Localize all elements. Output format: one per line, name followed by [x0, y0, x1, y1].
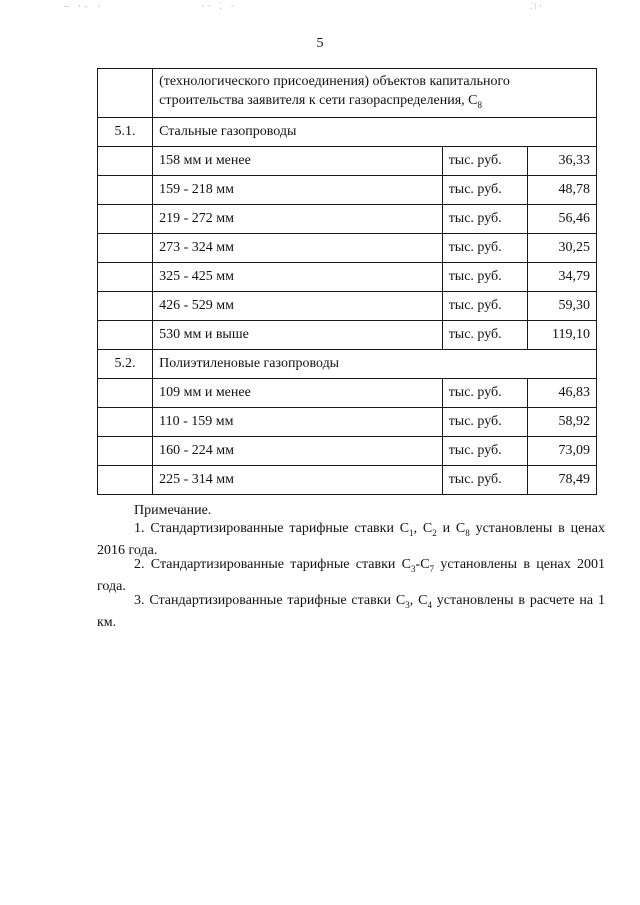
row-description: 159 - 218 мм — [153, 176, 443, 205]
table-row — [98, 263, 597, 292]
header-desc-cell — [153, 69, 597, 118]
row-value: 58,92 — [527, 408, 596, 437]
section-number: 5.1. — [98, 118, 153, 147]
row-number-cell — [98, 176, 153, 205]
table-row — [98, 147, 597, 176]
row-description: 426 - 529 мм — [153, 292, 443, 321]
row-unit: тыс. руб. — [442, 379, 527, 408]
row-unit: тыс. руб. — [442, 437, 527, 466]
row-number-cell — [98, 379, 153, 408]
row-number-cell — [98, 437, 153, 466]
scan-artifact: ⁚⁝· — [530, 2, 545, 12]
table-row — [98, 437, 597, 466]
section-number: 5.2. — [98, 350, 153, 379]
row-value: 59,30 — [527, 292, 596, 321]
header-line-1: (технологического присоединения) объектов капитального — [159, 73, 510, 89]
row-number-cell — [98, 147, 153, 176]
note-1: 1. Стандартизированные тарифные ставки $C_1$, $C_2$ и $C_8$ установлены в ценах 2016 года. — [97, 521, 605, 558]
row-value: 119,10 — [527, 321, 596, 350]
row-description: 325 - 425 мм — [153, 263, 443, 292]
table-row — [98, 176, 597, 205]
row-description: 158 мм и менее — [153, 147, 443, 176]
row-number-cell — [98, 466, 153, 495]
table-row — [98, 379, 597, 408]
row-unit: тыс. руб. — [442, 234, 527, 263]
table-row — [98, 408, 597, 437]
row-value: 78,49 — [527, 466, 596, 495]
section-title: Полиэтиленовые газопроводы — [153, 350, 597, 379]
tariff-table — [97, 68, 597, 495]
row-unit: тыс. руб. — [442, 205, 527, 234]
header-subscript: 8 — [477, 99, 482, 110]
page-number: 5 — [316, 36, 324, 51]
row-unit: тыс. руб. — [442, 466, 527, 495]
row-description: 273 - 324 мм — [153, 234, 443, 263]
row-value: 36,33 — [527, 147, 596, 176]
row-unit: тыс. руб. — [442, 147, 527, 176]
table-row — [98, 466, 597, 495]
notes-title: Примечание. — [134, 503, 212, 518]
row-value: 34,79 — [527, 263, 596, 292]
row-description: 110 - 159 мм — [153, 408, 443, 437]
row-unit: тыс. руб. — [442, 176, 527, 205]
row-value: 46,83 — [527, 379, 596, 408]
header-row — [98, 69, 597, 118]
scan-artifact: — ·- · — [64, 2, 103, 12]
header-num-cell — [98, 69, 153, 118]
row-number-cell — [98, 205, 153, 234]
section-row — [98, 118, 597, 147]
row-unit: тыс. руб. — [442, 292, 527, 321]
row-number-cell — [98, 321, 153, 350]
row-number-cell — [98, 292, 153, 321]
row-description: 160 - 224 мм — [153, 437, 443, 466]
table-row — [98, 205, 597, 234]
row-description: 109 мм и менее — [153, 379, 443, 408]
row-number-cell — [98, 408, 153, 437]
row-description: 219 - 272 мм — [153, 205, 443, 234]
header-line-2: строительства заявителя к сети газораспределения, C — [159, 92, 478, 108]
row-value: 48,78 — [527, 176, 596, 205]
table-row — [98, 292, 597, 321]
note-3: 3. Стандартизированные тарифные ставки $C_3$, $C_4$ установлены в расчете на 1 км. — [97, 593, 605, 630]
row-unit: тыс. руб. — [442, 263, 527, 292]
row-unit: тыс. руб. — [442, 408, 527, 437]
table-row — [98, 234, 597, 263]
table-row — [98, 321, 597, 350]
row-description: 225 - 314 мм — [153, 466, 443, 495]
row-number-cell — [98, 234, 153, 263]
row-value: 73,09 — [527, 437, 596, 466]
row-unit: тыс. руб. — [442, 321, 527, 350]
row-number-cell — [98, 263, 153, 292]
scan-artifact: ·· ⁚ · — [200, 2, 236, 12]
section-title: Стальные газопроводы — [153, 118, 597, 147]
note-2: 2. Стандартизированные тарифные ставки $C_3-C_7$ установлены в ценах 2001 года. — [97, 557, 605, 594]
row-value: 56,46 — [527, 205, 596, 234]
row-value: 30,25 — [527, 234, 596, 263]
tariff-table-body — [98, 69, 597, 495]
section-row — [98, 350, 597, 379]
row-description: 530 мм и выше — [153, 321, 443, 350]
